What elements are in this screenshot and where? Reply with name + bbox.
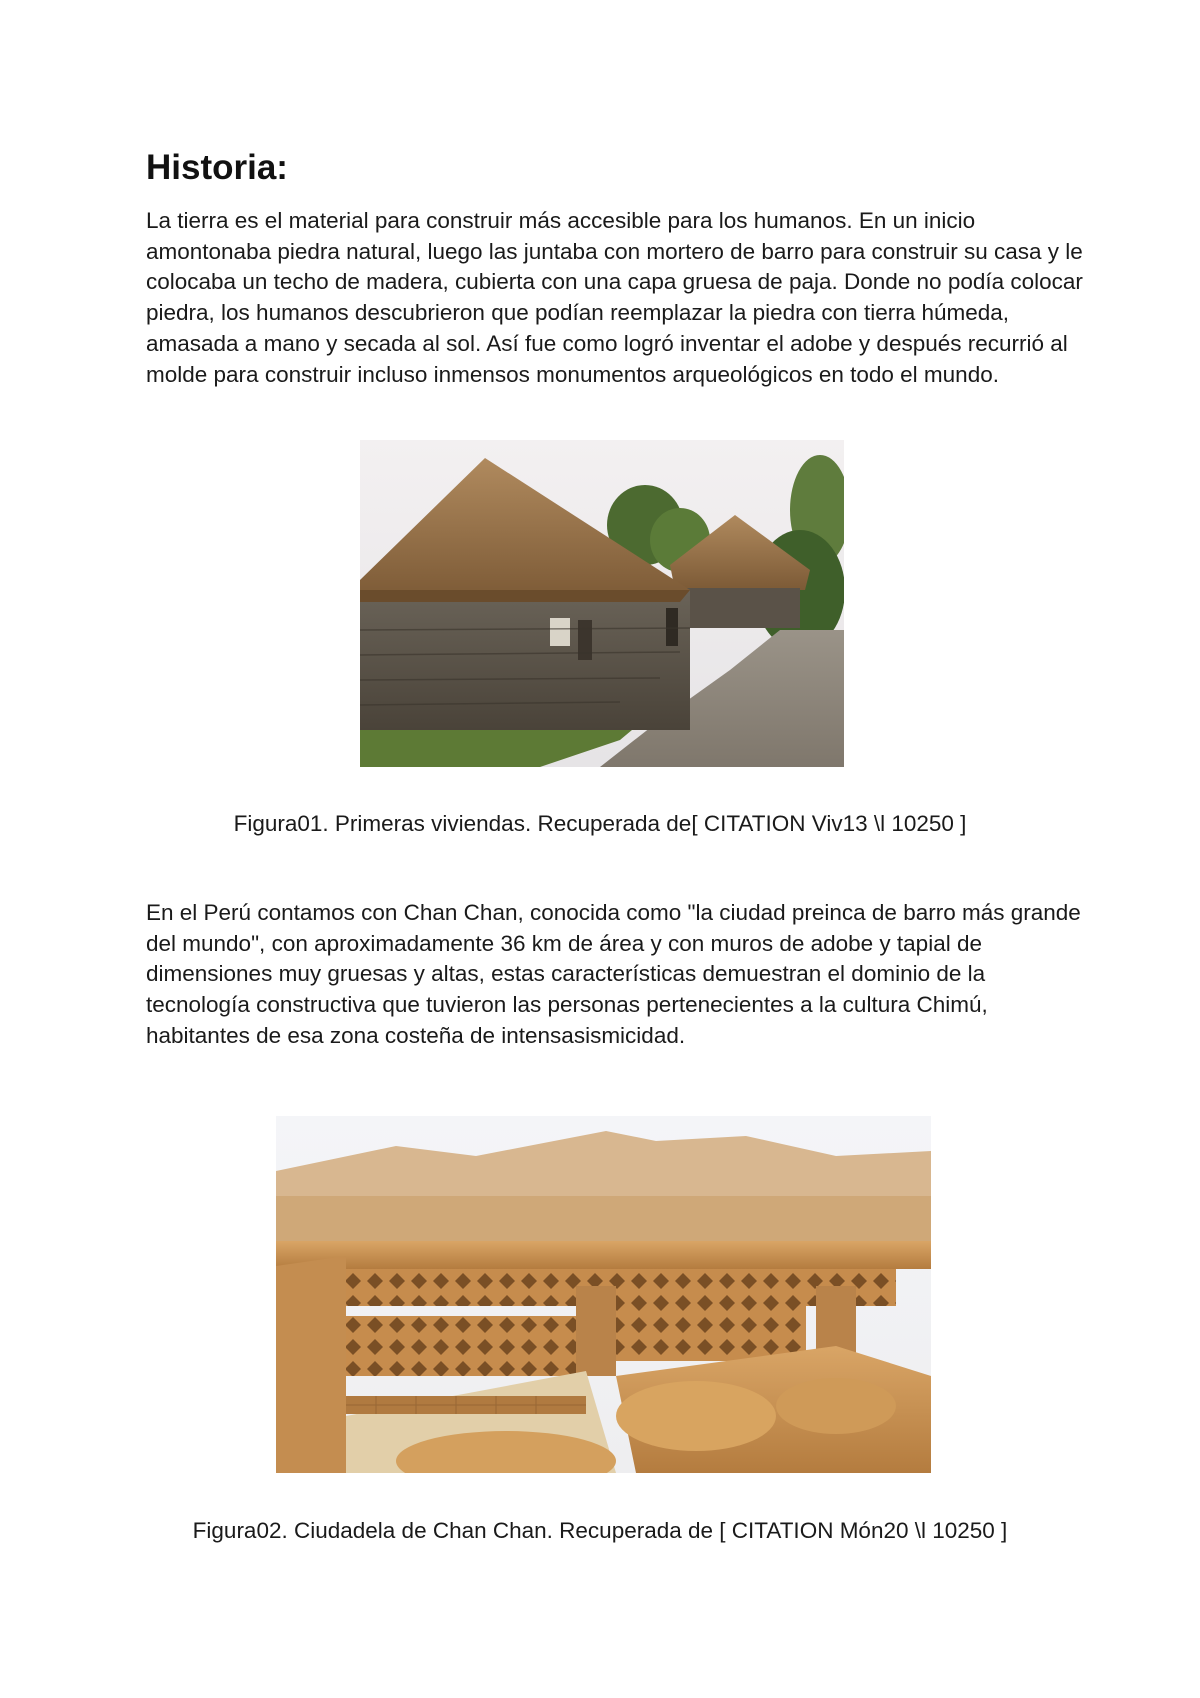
body-paragraph-chan-chan: En el Perú contamos con Chan Chan, conocida como "la ciudad preinca de barro más grande del mundo", con aproximadamente 36 km de área y con muros de adobe y tapial de dimensiones muy gruesas y altas, estas características demuestran el dominio de la tecnología constructiva que tuvieron las personas pertenecientes a la cultura Chimú, habitantes de esa zona costeña de intensasismicidad. [146,900,1081,1048]
figure-caption-1: Figura01. Primeras viviendas. Recuperada de[ CITATION Viv13 \l 10250 ] [233,811,967,836]
section-heading: Historia: [146,148,288,187]
figure-stone-huts-image [360,440,844,767]
body-paragraph-history: La tierra es el material para construir más accesible para los humanos. En un inicio amontonaba piedra natural, luego las juntaba con mortero de barro para construir su casa y le colocaba un techo de madera, cubierta con una capa gruesa de paja. Donde no podía colocar piedra, los humanos descubrieron que podían reemplazar la piedra con tierra húmeda, amasada a mano y secada al sol. Así fue como logró inventar el adobe y después recurrió al molde para construir incluso inmensos monumentos arqueológicos en todo el mundo. [146,208,1083,387]
figure-caption-2: Figura02. Ciudadela de Chan Chan. Recuperada de [ CITATION Món20 \l 10250 ] [192,1518,1008,1543]
figure-chan-chan-image [276,1116,931,1473]
